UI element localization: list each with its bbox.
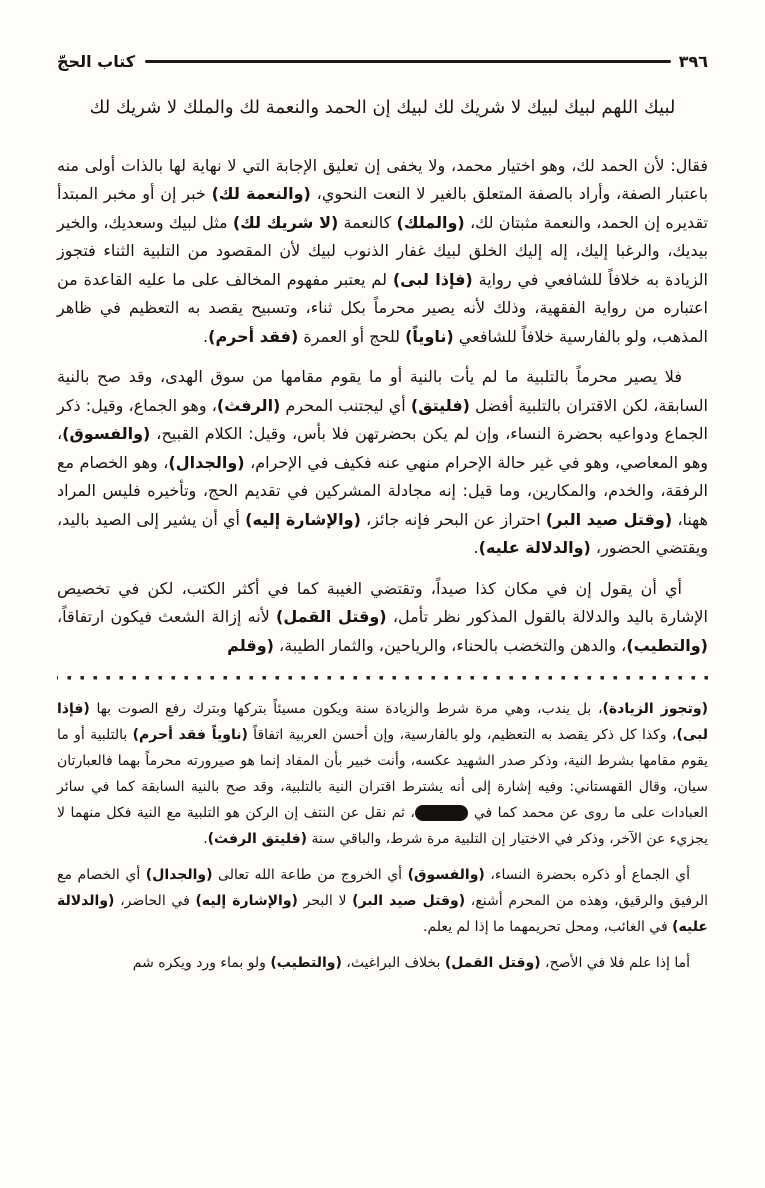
text-run: ولو بماء ورد ويكره شم [132, 955, 271, 972]
ink-blot: الزاهدي [415, 805, 468, 821]
text-run: ، والدهن والتخضب بالحناء، والرياحين، والثمار الطيبة، [273, 635, 627, 655]
text-run: . [473, 538, 479, 558]
lemma-bold: (فإذا لبى) [57, 700, 708, 743]
commentary-paragraph [57, 152, 708, 351]
lemma-bold: (وتجوز الزيادة) [602, 700, 708, 717]
page-header [57, 52, 708, 71]
footnote-paragraph [57, 696, 708, 852]
lemma-bold: (لا شريك لك) [232, 212, 339, 232]
lemma-bold: (والجدال) [145, 867, 213, 884]
lemma-bold: (وقتل صيد البر) [545, 509, 673, 529]
lemma-bold: (والملك) [396, 212, 465, 232]
text-run: ، بل يندب، وهي مرة شرط والزيادة سنة ويكون مسيئاً بتركها وبترك رفع الصوت بها [89, 700, 603, 717]
text-run: في الحاضر، [114, 893, 196, 910]
text-run: أي الخروج من طاعة الله تعالى [212, 867, 408, 884]
text-run: أما إذا علم فلا في الأصح، [540, 955, 690, 972]
text-run: لا البحر [297, 893, 353, 910]
text-run: أي أن يشير إلى الصيد باليد، ويقتضي الحضور، [57, 509, 708, 558]
text-run: فقال: لأن الحمد لك، وهو اختيار محمد، ولا يخفى إن تعليق الإجابة التي لا نهاية لها بالذات أولى منه باعتبار الصفة، وأراد بالصفة المتعلق بالغير لا النعت النحوي، [57, 156, 709, 204]
matn-talbiyah-text: لبيك اللهم لبيك لبيك لا شريك لك لبيك إن الحمد والنعمة لك والملك لا شريك لك [89, 97, 676, 118]
lemma-bold: (وقلم [227, 635, 274, 655]
text-run: ، وكذا كل ذكر يقصد به التعظيم، ولو بالفارسية، وإن أحسن العربية اتفاقاً [247, 727, 677, 743]
text-run: بالتلبية أو ما يقوم مقامها بشرط النية، وذكر صدر الشهيد عكسه، وأنت خبير بأن المفاد إنما هو صيرورته محرماً بهما فالعبارتان سيان، وقال القهستاني: وفيه إشارة إلى أنه يشترط اقتران النية بالتلبية، وقد صح بالنية السابقة كما في سائر العبادات على ما روى عن محمد كما في [57, 727, 708, 822]
text-run: لم يعتبر مفهوم المخالف على ما عليه القاعدة من اعتباره من رواية الفقهية، وذلك لأنه يصير محرماً بكل ثناء، وتسبيح يقصد به التعظيم في ظاهر المذهب، ولو بالفارسية خلافاً للشافعي [57, 269, 708, 346]
text-run: ، ثم نقل عن النتف إن الركن هو التلبية مع النية فكل منهما لا يجزيء عن الآخر، وذكر في الاختيار إن التلبية مرة شرط، والباقي سنة [57, 805, 708, 848]
lemma-bold: (فإذا لبى) [392, 269, 473, 289]
text-run: مثل لبيك وسعديك، والخير بيديك، والرغبا إليك، إله إليك الخلق لبيك غفار الذنوب لبيك لأن المقصود من التلبية الثناء فتجوز الزيادة به خلافاً للشافعي في رواية [57, 212, 708, 289]
lemma-bold: (فليتق الرفث) [207, 831, 308, 848]
page-number: ٣٩٦ [678, 52, 708, 71]
lemma-bold: (والنعمة لك) [211, 184, 311, 204]
text-run: أي ليجتنب المحرم [280, 395, 411, 415]
lemma-bold: (والدلالة عليه) [478, 538, 591, 558]
text-run: . [203, 326, 209, 346]
text-run: لأنه إزالة الشعث فيكون ارتفاقاً، [57, 607, 277, 627]
commentary-paragraph [57, 575, 708, 660]
lemma-bold: (وقتل صيد البر) [352, 893, 466, 910]
text-run: احتراز عن البحر فإنه جائز، [360, 509, 546, 529]
text-run: أي الجماع أو ذكره بحضرة النساء، [484, 867, 690, 884]
text-run: بخلاف البراغيث، [341, 955, 445, 972]
lemma-bold: (والتطيب) [626, 635, 708, 655]
text-run: . [203, 831, 208, 848]
lemma-bold: (والجدال) [168, 452, 245, 472]
commentary-section [57, 152, 708, 660]
text-run: ، وهو المعاصي، وهو في غير حالة الإحرام منهي عنه فكيف في الإحرام، [57, 424, 708, 472]
text-run: أي أن يقول إن في مكان كذا صيداً، وتقتضي الغيبة كما في أكثر الكتب، لكن في تخصيص الإشارة باليد والدلالة بالقول المذكور نظر تأمل، [57, 578, 708, 627]
lemma-bold: (والفسوق) [407, 867, 485, 884]
lemma-bold: (ناوياً فقد أحرم) [132, 727, 248, 743]
text-run: ، وهو الجماع، وقيل: ذكر الجماع ودواعيه بحضرة النساء، وإن لم يكن بحضرتهن فلا بأس، وقيل: الكلام القبيح، [57, 395, 708, 444]
commentary-paragraph [57, 363, 708, 562]
lemma-bold: (والإشارة إليه) [195, 893, 298, 910]
footnote-separator [57, 676, 708, 680]
lemma-bold: (والفسوق) [62, 424, 151, 444]
text-run: في الغائب، ومحل تحريمهما ما إذا لم يعلم. [423, 919, 673, 936]
lemma-bold: (وقتل القمل) [444, 955, 541, 972]
text-run: أي الخصام مع الرفيق والرقيق، وهذه من المحرم أشنع، [57, 867, 708, 910]
text-run: كالنعمة [338, 212, 397, 232]
lemma-bold: (الرفث) [216, 395, 281, 415]
lemma-bold: (والدلالة عليه) [57, 893, 708, 936]
footnotes-section [57, 696, 708, 976]
text-run: للحج أو العمرة [298, 326, 406, 346]
text-run: خبر إن أو مخبر المبتدأ تقديره إن الحمد، والنعمة مثبتان لك، [57, 184, 708, 232]
chapter-title: كتاب الحجّ [57, 52, 136, 71]
lemma-bold: (فليتق) [410, 395, 470, 415]
text-run: ، وهو الخصام مع الرفقة، والخدم، والمكارين، وما قيل: إنه مجادلة المشركين في تقديم الحج، وتأخيره فليس المراد ههنا، [57, 452, 708, 529]
lemma-bold: (والتطيب) [270, 955, 342, 972]
footnote-paragraph [57, 950, 708, 976]
lemma-bold: (والإشارة إليه) [245, 509, 361, 529]
header-rule [145, 60, 671, 63]
lemma-bold: (فقد أحرم) [208, 326, 299, 346]
text-run: فلا يصير محرماً بالتلبية ما لم يأت بالنية أو ما يقوم مقامها من سوق الهدى، وقد صح بالنية السابقة، لكن الاقتران بالتلبية أفضل [57, 367, 709, 415]
footnote-paragraph [57, 862, 708, 940]
lemma-bold: (وقتل القمل) [276, 607, 387, 627]
lemma-bold: (ناوياً) [405, 326, 454, 346]
